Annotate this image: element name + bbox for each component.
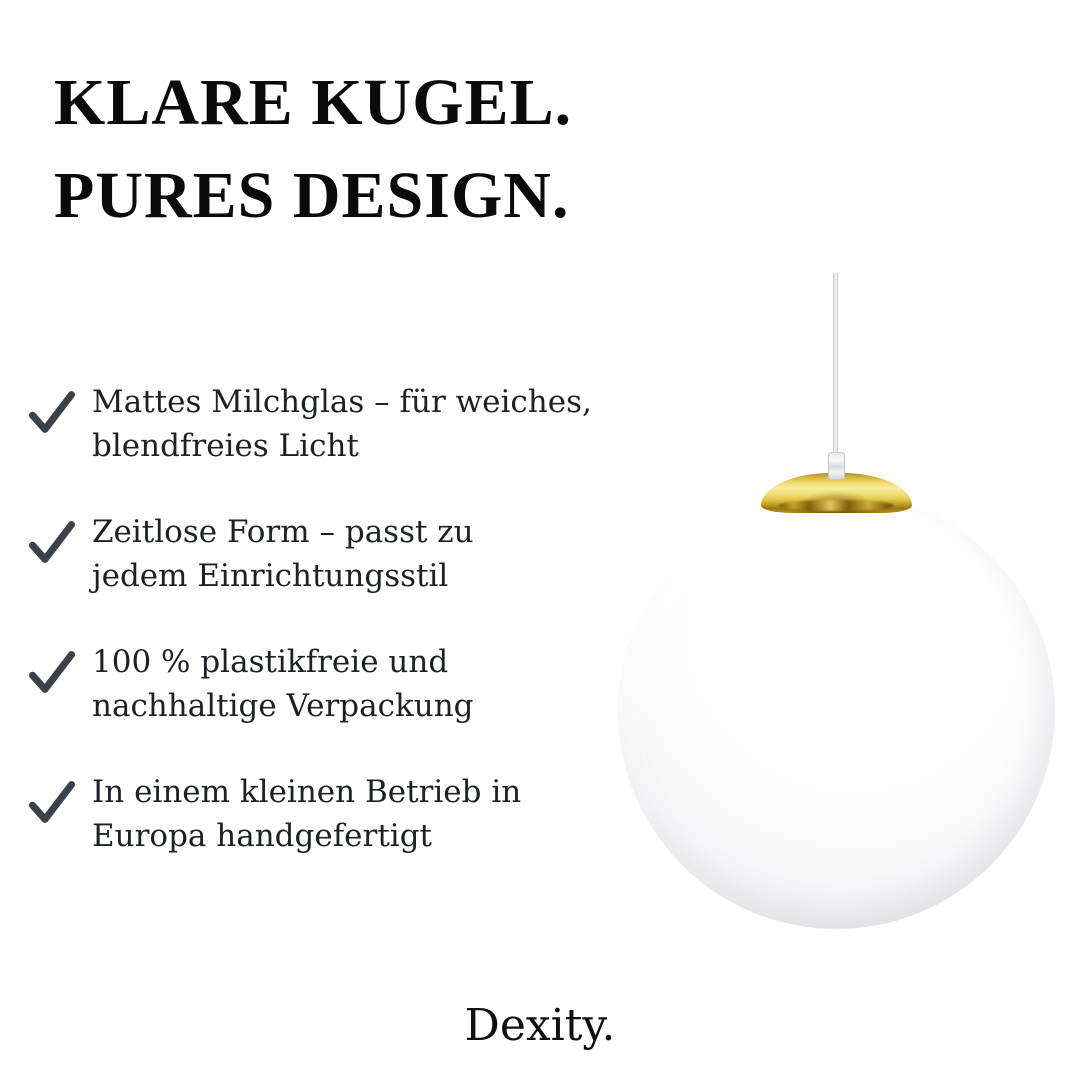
feature-list bbox=[26, 380, 626, 900]
feature-item bbox=[26, 640, 626, 728]
feature-line: In einem kleinen Betrieb in bbox=[92, 774, 522, 810]
feature-line: nachhaltige Verpackung bbox=[92, 688, 474, 724]
feature-line: Zeitlose Form – passt zu bbox=[92, 514, 474, 550]
checkmark-icon bbox=[26, 778, 78, 826]
feature-line: 100 % plastikfreie und bbox=[92, 644, 449, 680]
feature-line: Mattes Milchglas – für weiches, bbox=[92, 384, 592, 420]
feature-item bbox=[26, 510, 626, 598]
feature-item bbox=[26, 380, 626, 468]
feature-line: Europa handgefertigt bbox=[92, 818, 433, 854]
checkmark-icon bbox=[26, 648, 78, 696]
gold-cap-reflection bbox=[779, 500, 894, 511]
headline bbox=[54, 56, 572, 242]
brand-logo: Dexity. bbox=[464, 1000, 616, 1051]
lamp-glass-globe bbox=[618, 492, 1055, 929]
checkmark-icon bbox=[26, 388, 78, 436]
headline-line-2: PURES DESIGN. bbox=[54, 159, 570, 232]
lamp-gold-cap bbox=[761, 473, 912, 513]
feature-line: blendfreies Licht bbox=[92, 428, 359, 464]
feature-text bbox=[92, 640, 474, 728]
feature-text bbox=[92, 510, 474, 598]
lamp-cord bbox=[833, 273, 838, 456]
headline-line-1: KLARE KUGEL. bbox=[54, 66, 573, 139]
checkmark-icon bbox=[26, 518, 78, 566]
feature-text bbox=[92, 770, 521, 858]
lamp-cord-connector bbox=[828, 452, 845, 480]
feature-item bbox=[26, 770, 626, 858]
feature-line: jedem Einrichtungsstil bbox=[92, 558, 449, 594]
feature-text bbox=[92, 380, 592, 468]
